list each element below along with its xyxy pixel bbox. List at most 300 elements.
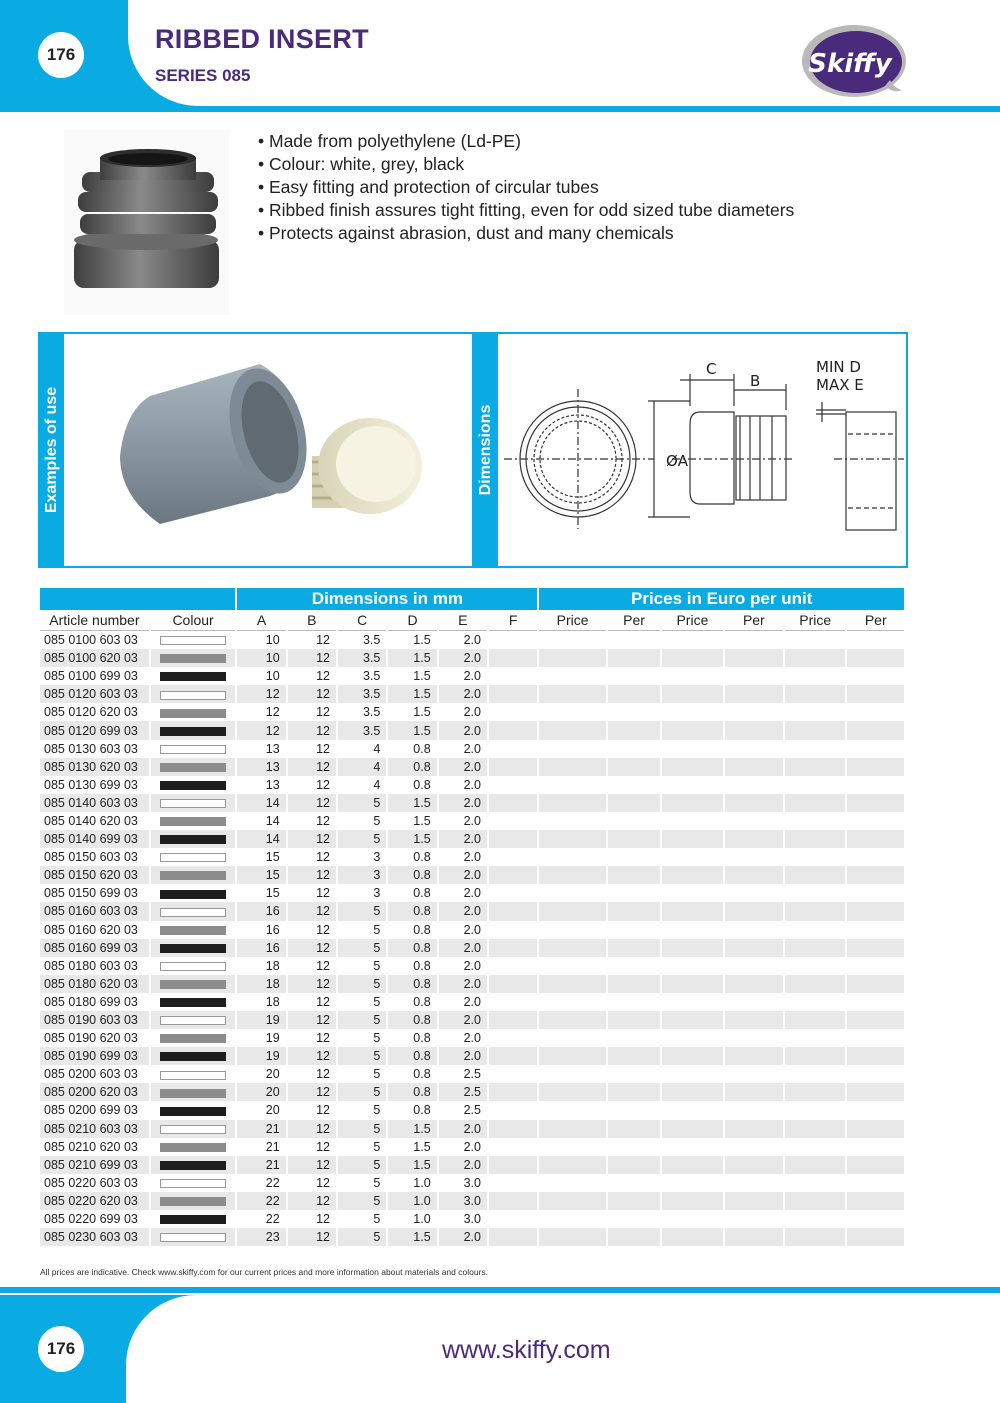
price-cell	[785, 1210, 845, 1228]
dim-a-cell: 13	[237, 758, 285, 776]
colour-cell	[151, 957, 236, 975]
dim-d-cell: 0.8	[413, 886, 431, 901]
dim-d-cell: 0.8	[388, 866, 436, 884]
dim-f-cell	[489, 703, 537, 721]
dim-c-cell: 5	[373, 1139, 381, 1154]
dim-b-cell: 12	[288, 939, 336, 957]
table-row	[40, 866, 904, 884]
price-cell	[725, 902, 783, 920]
article-table	[38, 588, 906, 1246]
price-cell	[539, 631, 605, 649]
price-cell	[847, 812, 904, 830]
colour-cell	[151, 1029, 236, 1047]
dim-c-cell: 5	[338, 794, 386, 812]
price-cell	[539, 1047, 605, 1065]
dim-b-cell: 12	[316, 1175, 331, 1190]
article-number: 085 0120 620 03	[44, 705, 138, 720]
table-row	[40, 1011, 904, 1029]
colour-swatch	[160, 781, 226, 790]
column-header: Price	[785, 610, 845, 631]
footer-page-number: 176	[38, 1326, 84, 1372]
dim-d-cell: 0.8	[388, 758, 436, 776]
dim-f-cell	[489, 1228, 537, 1246]
dim-f-cell	[489, 957, 537, 975]
dim-e-cell: 2.0	[463, 777, 481, 792]
article-number: 085 0150 620 03	[40, 866, 149, 884]
price-cell	[662, 703, 722, 721]
dim-c-cell: 5	[338, 1192, 386, 1210]
dim-f-cell	[489, 921, 537, 939]
dim-f-cell	[489, 1083, 537, 1101]
dim-e-cell: 2.0	[439, 685, 487, 703]
dim-a-cell: 14	[237, 830, 285, 848]
price-cell	[539, 830, 605, 848]
price-cell	[847, 631, 904, 649]
price-cell	[847, 740, 904, 758]
price-cell	[847, 975, 904, 993]
dim-b-cell: 12	[288, 975, 336, 993]
price-cell	[539, 776, 605, 794]
dim-b-cell: 12	[316, 741, 331, 756]
price-cell	[725, 685, 783, 703]
price-cell	[608, 1011, 660, 1029]
price-cell	[785, 1174, 845, 1192]
dim-e-cell: 2.0	[463, 705, 481, 720]
dim-b-cell: 12	[316, 1212, 331, 1227]
dim-b-cell: 12	[316, 633, 331, 648]
table-row	[40, 1156, 904, 1174]
dim-d-cell: 1.0	[388, 1192, 436, 1210]
column-header: A	[237, 610, 285, 631]
table-row	[40, 1210, 904, 1228]
colour-cell	[151, 794, 236, 812]
dim-b-cell: 12	[288, 1047, 336, 1065]
dim-b-cell: 12	[288, 902, 336, 920]
price-cell	[725, 1174, 783, 1192]
dim-f-cell	[489, 812, 537, 830]
price-cell	[847, 1174, 904, 1192]
article-number: 085 0180 699 03	[44, 994, 138, 1009]
price-cell	[725, 1065, 783, 1083]
price-cell	[785, 993, 845, 1011]
colour-swatch	[160, 1016, 226, 1025]
article-number: 085 0230 603 03	[40, 1228, 149, 1246]
dim-f-cell	[489, 1174, 537, 1192]
examples-image	[100, 346, 460, 556]
colour-swatch	[160, 763, 226, 772]
dim-e-cell: 2.0	[463, 850, 481, 865]
dim-e-cell: 2.0	[439, 830, 487, 848]
dim-b-cell: 12	[316, 669, 331, 684]
price-cell	[785, 1065, 845, 1083]
dim-f-cell	[489, 649, 537, 667]
column-header: Price	[539, 610, 605, 631]
dim-e-cell: 2.0	[463, 922, 481, 937]
dim-d-cell: 1.5	[413, 669, 431, 684]
price-cell	[785, 758, 845, 776]
price-cell	[539, 812, 605, 830]
logo-text: Skiffy	[808, 49, 892, 79]
dim-b-cell: 12	[288, 1011, 336, 1029]
price-cell	[785, 902, 845, 920]
dim-c-cell: 5	[373, 1103, 381, 1118]
price-cell	[847, 848, 904, 866]
dim-f-cell	[489, 721, 537, 739]
article-number: 085 0150 603 03	[44, 850, 138, 865]
dim-a-cell: 22	[265, 1212, 280, 1227]
price-cell	[725, 758, 783, 776]
table-row	[40, 902, 904, 920]
colour-swatch	[160, 1071, 226, 1080]
price-cell	[539, 993, 605, 1011]
dim-c-cell: 5	[373, 994, 381, 1009]
price-cell	[539, 1120, 605, 1138]
footnote: All prices are indicative. Check www.skiffy.com for our current prices and more information about materials and colours.	[40, 1267, 489, 1277]
dim-e-cell: 2.0	[463, 813, 481, 828]
price-cell	[725, 812, 783, 830]
dim-a-cell: 19	[237, 1047, 285, 1065]
price-cell	[785, 830, 845, 848]
article-number: 085 0130 603 03	[44, 741, 138, 756]
price-cell	[847, 721, 904, 739]
dim-a-cell: 16	[237, 939, 285, 957]
price-cell	[662, 884, 722, 902]
table-row	[40, 1065, 904, 1083]
price-cell	[662, 685, 722, 703]
dim-b-cell: 12	[288, 866, 336, 884]
price-cell	[608, 667, 660, 685]
price-cell	[662, 1138, 722, 1156]
dim-d-cell: 1.0	[413, 1212, 431, 1227]
colour-swatch	[160, 1089, 226, 1098]
price-cell	[662, 866, 722, 884]
footer-line	[0, 1287, 1000, 1293]
diameter-label: ØA	[666, 452, 689, 470]
dim-b-cell: 12	[288, 685, 336, 703]
dim-e-cell: 2.0	[439, 939, 487, 957]
colour-cell	[151, 703, 236, 721]
dim-e-cell: 2.0	[439, 1156, 487, 1174]
dim-f-cell	[489, 1029, 537, 1047]
price-cell	[608, 884, 660, 902]
colour-swatch	[160, 636, 226, 645]
price-cell	[608, 1138, 660, 1156]
price-cell	[608, 685, 660, 703]
price-cell	[847, 993, 904, 1011]
price-cell	[662, 1228, 722, 1246]
price-cell	[539, 703, 605, 721]
max-e-label: MAX E	[816, 376, 864, 394]
colour-cell	[151, 685, 236, 703]
website-link[interactable]: www.skiffy.com	[442, 1336, 611, 1364]
dim-b-cell: 12	[316, 1103, 331, 1118]
dim-d-cell: 0.8	[413, 850, 431, 865]
price-cell	[608, 902, 660, 920]
price-cell	[725, 921, 783, 939]
price-cell	[662, 1174, 722, 1192]
price-cell	[662, 939, 722, 957]
dim-e-cell: 2.5	[463, 1103, 481, 1118]
dim-f-cell	[489, 631, 537, 649]
article-number: 085 0180 620 03	[40, 975, 149, 993]
colour-swatch	[160, 853, 226, 862]
colour-cell	[151, 721, 236, 739]
colour-swatch	[160, 799, 226, 808]
price-cell	[847, 939, 904, 957]
dim-d-cell: 1.0	[413, 1175, 431, 1190]
dim-b-cell: 12	[316, 813, 331, 828]
product-image	[64, 130, 229, 315]
article-number: 085 0160 699 03	[40, 939, 149, 957]
price-cell	[847, 1156, 904, 1174]
price-cell	[608, 758, 660, 776]
dim-c-cell: 5	[373, 1031, 381, 1046]
article-table-wrapper	[38, 588, 906, 1246]
dim-c-cell: 5	[338, 1120, 386, 1138]
dim-b-cell: 12	[316, 777, 331, 792]
price-cell	[608, 1210, 660, 1228]
colour-cell	[151, 848, 236, 866]
dim-b-cell: 12	[288, 649, 336, 667]
dim-c-cell: 5	[338, 975, 386, 993]
header-blank	[40, 588, 235, 610]
price-cell	[847, 921, 904, 939]
dim-c-cell: 4	[338, 758, 386, 776]
price-cell	[725, 1192, 783, 1210]
article-number: 085 0190 620 03	[44, 1031, 138, 1046]
price-cell	[785, 1192, 845, 1210]
colour-swatch	[160, 672, 226, 681]
article-number: 085 0100 620 03	[40, 649, 149, 667]
price-cell	[662, 975, 722, 993]
dim-b-cell: 12	[288, 1156, 336, 1174]
price-cell	[662, 902, 722, 920]
price-cell	[725, 1011, 783, 1029]
price-cell	[847, 1047, 904, 1065]
article-number: 085 0190 603 03	[40, 1011, 149, 1029]
colour-cell	[151, 1011, 236, 1029]
dim-f-cell	[489, 667, 537, 685]
c-label: C	[706, 360, 717, 378]
table-row	[40, 830, 904, 848]
table-row	[40, 884, 904, 902]
article-number: 085 0200 603 03	[44, 1067, 138, 1082]
dim-f-cell	[489, 1011, 537, 1029]
article-number: 085 0190 699 03	[40, 1047, 149, 1065]
price-cell	[785, 649, 845, 667]
table-row	[40, 848, 904, 866]
price-cell	[785, 975, 845, 993]
price-cell	[847, 1029, 904, 1047]
dim-b-cell: 12	[316, 922, 331, 937]
dim-a-cell: 12	[237, 721, 285, 739]
feature-item: • Ribbed finish assures tight fitting, even for odd sized tube diameters	[258, 199, 794, 222]
colour-swatch	[160, 1179, 226, 1188]
dim-d-cell: 0.8	[388, 975, 436, 993]
price-cell	[785, 740, 845, 758]
dim-c-cell: 5	[373, 922, 381, 937]
colour-swatch	[160, 817, 226, 826]
price-cell	[785, 794, 845, 812]
colour-swatch	[160, 835, 226, 844]
article-number: 085 0130 620 03	[40, 758, 149, 776]
dim-d-cell: 0.8	[413, 1103, 431, 1118]
dim-f-cell	[489, 1138, 537, 1156]
dim-d-cell: 1.5	[388, 649, 436, 667]
dim-a-cell: 10	[265, 669, 280, 684]
dim-d-cell: 0.8	[413, 741, 431, 756]
table-row	[40, 1138, 904, 1156]
dim-d-cell: 0.8	[388, 902, 436, 920]
colour-cell	[151, 884, 236, 902]
colour-cell	[151, 631, 236, 649]
price-cell	[539, 1083, 605, 1101]
colour-cell	[151, 1210, 236, 1228]
article-number: 085 0200 699 03	[44, 1103, 138, 1118]
price-cell	[725, 1029, 783, 1047]
dim-e-cell: 2.0	[463, 741, 481, 756]
price-cell	[847, 1083, 904, 1101]
column-header: D	[388, 610, 436, 631]
dim-c-cell: 5	[338, 1047, 386, 1065]
price-cell	[785, 812, 845, 830]
dim-d-cell: 0.8	[413, 994, 431, 1009]
dim-c-cell: 5	[338, 1228, 386, 1246]
dim-a-cell: 12	[265, 705, 280, 720]
colour-cell	[151, 1156, 236, 1174]
dim-e-cell: 2.0	[463, 633, 481, 648]
dim-d-cell: 0.8	[388, 1047, 436, 1065]
colour-cell	[151, 758, 236, 776]
table-row	[40, 685, 904, 703]
dim-c-cell: 3	[373, 886, 381, 901]
dimensions-panel	[472, 332, 908, 568]
table-row	[40, 758, 904, 776]
price-cell	[608, 812, 660, 830]
price-cell	[725, 830, 783, 848]
price-cell	[662, 1120, 722, 1138]
colour-swatch	[160, 908, 226, 917]
price-cell	[725, 740, 783, 758]
dim-a-cell: 15	[265, 886, 280, 901]
price-cell	[725, 649, 783, 667]
dim-a-cell: 20	[237, 1083, 285, 1101]
dim-f-cell	[489, 794, 537, 812]
dim-c-cell: 3	[373, 850, 381, 865]
dim-e-cell: 3.0	[463, 1212, 481, 1227]
price-cell	[662, 1192, 722, 1210]
dim-c-cell: 5	[338, 902, 386, 920]
dim-e-cell: 3.0	[439, 1192, 487, 1210]
colour-cell	[151, 776, 236, 794]
dimension-diagram	[504, 344, 904, 559]
column-header: Per	[725, 610, 783, 631]
price-cell	[785, 776, 845, 794]
colour-swatch	[160, 1052, 226, 1061]
price-cell	[539, 1228, 605, 1246]
dim-c-cell: 3.5	[362, 633, 381, 648]
price-cell	[725, 794, 783, 812]
dim-e-cell: 2.0	[463, 1139, 481, 1154]
price-cell	[725, 993, 783, 1011]
price-cell	[662, 1011, 722, 1029]
column-header: B	[288, 610, 336, 631]
price-cell	[662, 848, 722, 866]
dim-b-cell: 12	[288, 1192, 336, 1210]
dim-b-cell: 12	[316, 1067, 331, 1082]
price-cell	[539, 1138, 605, 1156]
price-cell	[608, 1047, 660, 1065]
price-cell	[725, 721, 783, 739]
price-cell	[785, 848, 845, 866]
colour-cell	[151, 1065, 236, 1083]
feature-item: • Colour: white, grey, black	[258, 153, 794, 176]
price-cell	[725, 1210, 783, 1228]
column-header: Per	[847, 610, 904, 631]
price-cell	[608, 794, 660, 812]
dim-e-cell: 2.0	[439, 721, 487, 739]
dim-e-cell: 2.0	[439, 758, 487, 776]
price-cell	[662, 667, 722, 685]
dim-d-cell: 1.5	[413, 633, 431, 648]
dim-a-cell: 15	[265, 850, 280, 865]
table-row	[40, 812, 904, 830]
dim-b-cell: 12	[288, 1228, 336, 1246]
price-cell	[662, 740, 722, 758]
dim-c-cell: 3.5	[362, 669, 381, 684]
price-cell	[662, 1065, 722, 1083]
dim-e-cell: 2.0	[439, 1011, 487, 1029]
article-number: 085 0160 620 03	[44, 922, 138, 937]
dim-a-cell: 15	[237, 866, 285, 884]
price-cell	[539, 902, 605, 920]
column-header: E	[439, 610, 487, 631]
article-number: 085 0140 699 03	[40, 830, 149, 848]
dim-c-cell: 5	[338, 1011, 386, 1029]
dim-f-cell	[489, 939, 537, 957]
dim-f-cell	[489, 993, 537, 1011]
column-header: F	[489, 610, 537, 631]
price-cell	[662, 1047, 722, 1065]
price-cell	[539, 685, 605, 703]
dim-a-cell: 22	[265, 1175, 280, 1190]
dim-e-cell: 2.0	[439, 794, 487, 812]
colour-swatch	[160, 890, 226, 899]
dim-d-cell: 1.5	[388, 830, 436, 848]
price-cell	[725, 866, 783, 884]
dim-a-cell: 20	[265, 1067, 280, 1082]
colour-cell	[151, 1083, 236, 1101]
dim-d-cell: 1.5	[388, 1120, 436, 1138]
price-cell	[785, 1029, 845, 1047]
dim-b-cell: 12	[316, 705, 331, 720]
price-cell	[785, 703, 845, 721]
price-cell	[785, 1138, 845, 1156]
colour-swatch	[160, 727, 226, 736]
price-cell	[608, 1101, 660, 1119]
skiffy-logo	[790, 20, 910, 102]
colour-cell	[151, 1138, 236, 1156]
price-cell	[539, 1210, 605, 1228]
dim-a-cell: 13	[265, 741, 280, 756]
dim-e-cell: 2.0	[439, 1047, 487, 1065]
colour-swatch	[160, 871, 226, 880]
price-cell	[785, 1011, 845, 1029]
dim-d-cell: 1.5	[388, 721, 436, 739]
price-cell	[539, 1011, 605, 1029]
dim-c-cell: 3.5	[362, 705, 381, 720]
article-number: 085 0210 620 03	[44, 1139, 138, 1154]
